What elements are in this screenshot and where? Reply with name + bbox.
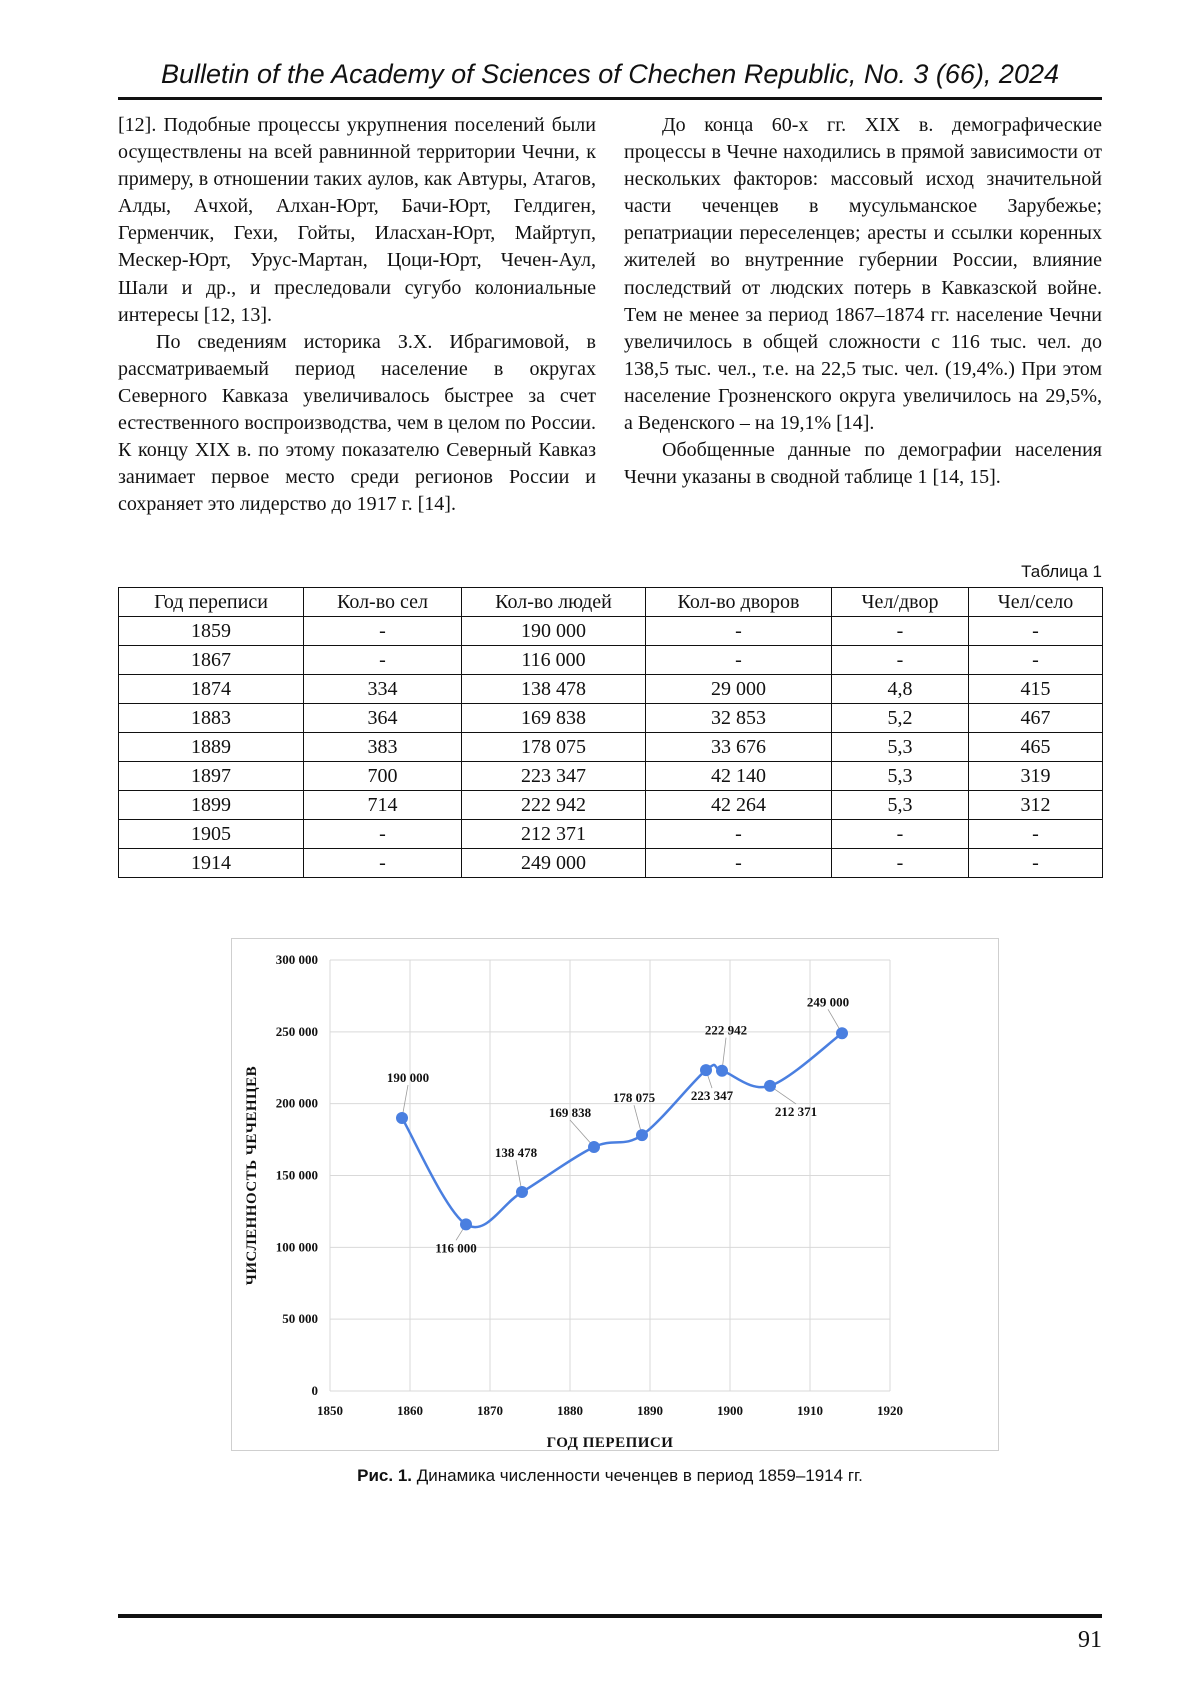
y-tick-label: 100 000	[275, 1239, 318, 1255]
right-paragraph-2: Обобщенные данные по демографии населения Чечни указаны в сводной таблице 1 [14, 15].	[624, 439, 1102, 489]
chart-svg	[232, 939, 1000, 1452]
table-cell: -	[304, 617, 462, 646]
data-label: 190 000	[386, 1070, 430, 1086]
y-tick-label: 0	[311, 1383, 318, 1398]
table-cell: 5,3	[832, 762, 969, 791]
table-cell: 1883	[119, 704, 304, 733]
table-cell: 5,2	[832, 704, 969, 733]
table-cell: 222 942	[462, 791, 646, 820]
left-paragraph-1: [12]. Подобные процессы укрупнения поселений были осуществлены на всей равнинной территории Чечни, к примеру, в отношении таких аулов, как Автуры, Атагов, Алды, Ачхой, Алхан-Юрт, Бачи-Юрт, Гелдиген, Герменчик, Гехи, Гойты, Иласхан-Юрт, Майртуп, Мескер-Юрт, Урус-Мартан, Цоци-Юрт, Чечен-Аул, Шали и др., и преследовали сугубо колониальные интересы [12, 13].	[118, 114, 596, 326]
data-point	[516, 1186, 528, 1198]
table-row	[119, 646, 1103, 675]
x-tick-label: 1860	[397, 1403, 423, 1418]
census-table	[118, 587, 1103, 878]
table-cell: 42 140	[646, 762, 832, 791]
table-cell: 4,8	[832, 675, 969, 704]
table-cell: 223 347	[462, 762, 646, 791]
table-cell: -	[304, 820, 462, 849]
table-cell: -	[646, 849, 832, 878]
right-column	[624, 112, 1102, 491]
data-point	[636, 1129, 648, 1141]
left-paragraph-2: По сведениям историка З.Х. Ибрагимовой, в рассматриваемый период население в округах Северного Кавказа увеличивалось быстрее за счет естественного воспроизводства, чем в целом по России. К концу XIX в. по этому показателю Северный Кавказ занимает первое место среди регионов России и сохраняет это лидерство до 1917 г. [14].	[118, 330, 596, 516]
left-column	[118, 112, 596, 518]
table-cell: 5,3	[832, 791, 969, 820]
table-cell: 1889	[119, 733, 304, 762]
table-cell: 1874	[119, 675, 304, 704]
data-point	[836, 1027, 848, 1039]
table-cell: -	[832, 617, 969, 646]
table-row	[119, 791, 1103, 820]
table-cell: 29 000	[646, 675, 832, 704]
table-cell: 1905	[119, 820, 304, 849]
table-cell: -	[969, 646, 1103, 675]
table-row	[119, 617, 1103, 646]
data-point	[396, 1112, 408, 1124]
table-cell: 1897	[119, 762, 304, 791]
x-tick-label: 1880	[557, 1403, 583, 1418]
table-cell: 32 853	[646, 704, 832, 733]
table-cell: 1867	[119, 646, 304, 675]
table-cell: -	[646, 617, 832, 646]
table-cell: 212 371	[462, 820, 646, 849]
table-cell: 249 000	[462, 849, 646, 878]
header-rule	[118, 97, 1102, 100]
table-header-cell: Чел/село	[969, 588, 1103, 617]
table-header-cell: Год переписи	[119, 588, 304, 617]
right-paragraph-1: До конца 60-х гг. XIX в. демографические процессы в Чечне находились в прямой зависимости от нескольких факторов: массовый исход значительной части чеченцев в мусульманское Зарубежье; репатриации переселенцев; аресты и ссылки коренных жителей во внутренние губернии России, влияние последствий от людских потерь в Кавказской войне. Тем не менее за период 1867–1874 гг. население Чечни увеличилось в общей сложности с 116 тыс. чел. до 138,5 тыс. чел., т.е. на 22,5 тыс. чел. (19,4%.) При этом население Грозненского округа увеличилось на 29,5%, а Веденского – на 19,1% [14].	[624, 114, 1102, 435]
table-row	[119, 849, 1103, 878]
table-cell: -	[646, 646, 832, 675]
series-line	[402, 1033, 842, 1227]
data-label: 249 000	[806, 994, 850, 1010]
y-tick-label: 200 000	[275, 1095, 318, 1111]
table-cell: -	[832, 849, 969, 878]
data-label: 116 000	[435, 1240, 477, 1256]
table-header-row	[119, 588, 1103, 617]
table-cell: -	[969, 617, 1103, 646]
y-tick-label: 50 000	[282, 1311, 318, 1327]
table-cell: 33 676	[646, 733, 832, 762]
table-cell: 178 075	[462, 733, 646, 762]
table-cell: -	[304, 646, 462, 675]
x-tick-label: 1870	[477, 1403, 503, 1418]
table-cell: -	[832, 646, 969, 675]
table-cell: -	[646, 820, 832, 849]
table-row	[119, 733, 1103, 762]
x-axis-title: ГОД ПЕРЕПИСИ	[546, 1435, 674, 1451]
table-cell: 138 478	[462, 675, 646, 704]
figure-caption-text: Динамика численности чеченцев в период 1859–1914 гг.	[412, 1466, 863, 1485]
table-cell: -	[969, 849, 1103, 878]
table-header-cell: Кол-во сел	[304, 588, 462, 617]
table-header-cell: Кол-во людей	[462, 588, 646, 617]
table-row	[119, 675, 1103, 704]
table-cell: 364	[304, 704, 462, 733]
table-cell: 465	[969, 733, 1103, 762]
table-cell: 415	[969, 675, 1103, 704]
data-point	[700, 1064, 712, 1076]
data-label: 223 347	[690, 1088, 734, 1104]
data-point	[764, 1080, 776, 1092]
table-cell: 467	[969, 704, 1103, 733]
table-cell: 334	[304, 675, 462, 704]
data-point	[716, 1065, 728, 1077]
table-cell: -	[304, 849, 462, 878]
page-number: 91	[1078, 1627, 1102, 1653]
table-cell: 319	[969, 762, 1103, 791]
table-cell: 1899	[119, 791, 304, 820]
table-cell: 312	[969, 791, 1103, 820]
y-tick-label: 250 000	[275, 1023, 318, 1039]
table-cell: 714	[304, 791, 462, 820]
y-tick-label: 150 000	[275, 1167, 318, 1183]
x-tick-label: 1900	[717, 1403, 743, 1418]
x-tick-label: 1890	[637, 1403, 663, 1418]
table-cell: -	[832, 820, 969, 849]
table-cell: -	[969, 820, 1103, 849]
x-tick-label: 1920	[877, 1403, 903, 1418]
table-row	[119, 762, 1103, 791]
table-cell: 5,3	[832, 733, 969, 762]
data-label: 169 838	[548, 1104, 592, 1120]
figure-caption-label: Рис. 1.	[357, 1466, 412, 1485]
table-cell: 383	[304, 733, 462, 762]
table-header-cell: Кол-во дворов	[646, 588, 832, 617]
table-caption: Таблица 1	[1021, 562, 1102, 581]
y-tick-label: 300 000	[275, 952, 318, 967]
data-point	[588, 1141, 600, 1153]
footer-rule	[118, 1614, 1102, 1618]
table-header-cell: Чел/двор	[832, 588, 969, 617]
table-cell: 1914	[119, 849, 304, 878]
x-tick-label: 1910	[797, 1403, 823, 1418]
population-chart	[231, 938, 999, 1451]
y-axis-title: ЧИСЛЕННОСТЬ ЧЕЧЕНЦЕВ	[244, 1065, 260, 1286]
journal-header: Bulletin of the Academy of Sciences of Chechen Republic, No. 3 (66), 2024	[160, 59, 1059, 89]
x-tick-label: 1850	[317, 1403, 343, 1418]
table-cell: 116 000	[462, 646, 646, 675]
table-cell: 1859	[119, 617, 304, 646]
table-row	[119, 820, 1103, 849]
data-label: 222 942	[704, 1022, 748, 1038]
table-cell: 700	[304, 762, 462, 791]
figure-caption	[118, 1466, 1102, 1486]
data-label: 178 075	[612, 1090, 656, 1106]
table-cell: 42 264	[646, 791, 832, 820]
table-cell: 169 838	[462, 704, 646, 733]
data-label: 138 478	[494, 1145, 538, 1161]
data-label: 212 371	[774, 1103, 818, 1119]
table-cell: 190 000	[462, 617, 646, 646]
table-row	[119, 704, 1103, 733]
data-point	[460, 1218, 472, 1230]
